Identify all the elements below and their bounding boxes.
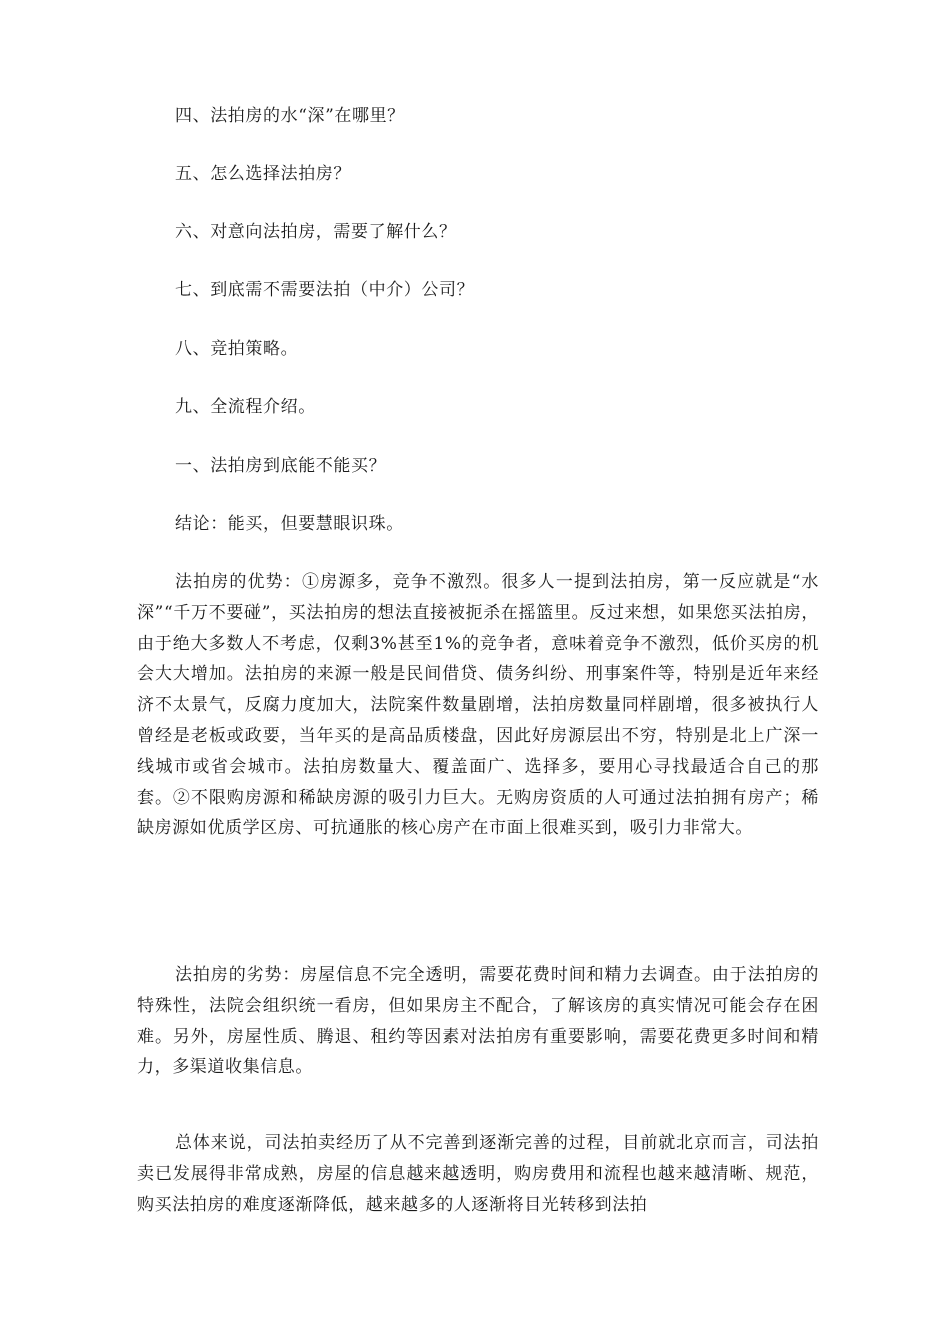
paragraph-summary: 总体来说，司法拍卖经历了从不完善到逐渐完善的过程，目前就北京而言，司法拍卖已发展得非常成熟，房屋的信息越来越透明，购房费用和流程也越来越清晰、规范，购买法拍房的难度逐渐降低，越来越多的人逐渐将目光转移到法拍 <box>137 1133 819 1215</box>
outline-item-4: 四、法拍房的水“深”在哪里？ <box>175 106 405 126</box>
paragraph-advantages: 法拍房的优势：①房源多，竞争不激烈。很多人一提到法拍房，第一反应就是“水深”“千万不要碰”，买法拍房的想法直接被扼杀在摇篮里。反过来想，如果您买法拍房，由于绝大多数人不考虑，仅剩3%甚至1%的竞争者，意味着竞争不激烈，低价买房的机会大大增加。法拍房的来源一般是民间借贷、债务纠纷、刑事案件等，特别是近年来经济不太景气，反腐力度加大，法院案件数量剧增，法拍房数量同样剧增，很多被执行人曾经是老板或政要，当年买的是高品质楼盘，因此好房源层出不穷，特别是北上广深一线城市或省会城市。法拍房数量大、覆盖面广、选择多，要用心寻找最适合自己的那套。②不限购房源和稀缺房源的吸引力巨大。无购房资质的人可通过法拍拥有房产；稀缺房源如优质学区房、可抗通胀的核心房产在市面上很难买到，吸引力非常大。 <box>137 572 819 839</box>
conclusion-text: 结论：能买，但要慧眼识珠。 <box>175 514 404 534</box>
outline-item-8: 八、竞拍策略。 <box>175 339 299 359</box>
outline-item-6: 六、对意向法拍房，需要了解什么？ <box>175 222 457 242</box>
paragraph-disadvantages: 法拍房的劣势：房屋信息不完全透明，需要花费时间和精力去调查。由于法拍房的特殊性，法院会组织统一看房，但如果房主不配合，了解该房的真实情况可能会存在困难。另外，房屋性质、腾退、租约等因素对法拍房有重要影响，需要花费更多时间和精力，多渠道收集信息。 <box>137 965 819 1078</box>
outline-item-9: 九、全流程介绍。 <box>175 397 316 417</box>
section-heading: 一、法拍房到底能不能买？ <box>175 456 387 476</box>
outline-item-7: 七、到底需不需要法拍（中介）公司？ <box>175 280 475 300</box>
outline-item-5: 五、怎么选择法拍房？ <box>175 164 351 184</box>
